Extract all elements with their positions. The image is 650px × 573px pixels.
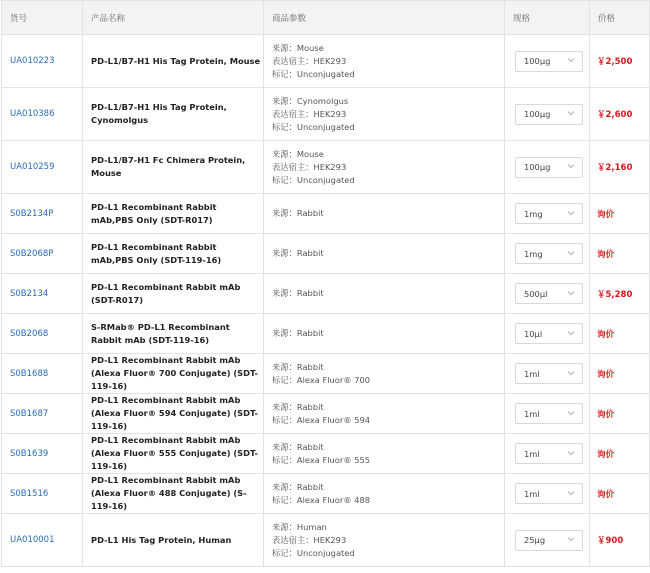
table-body <box>2 35 650 567</box>
header-name: 产品名称 <box>83 1 264 35</box>
param-line: 来源：Rabbit <box>272 328 324 338</box>
product-params <box>264 194 505 234</box>
table-row <box>2 234 650 274</box>
spec-value: 1ml <box>524 488 540 499</box>
spec-cell <box>505 394 590 434</box>
spec-value: 1ml <box>524 448 540 459</box>
price-value: ￥2,600 <box>590 88 650 141</box>
param-line: 来源：Rabbit <box>272 481 324 492</box>
spec-select[interactable] <box>515 530 583 551</box>
product-params <box>264 474 505 514</box>
table-row <box>2 35 650 88</box>
sku-cell <box>2 474 83 514</box>
product-name: PD-L1 Recombinant Rabbit mAb (Alexa Fluor® 594 Conjugate) (SDT-119-16) <box>83 394 264 434</box>
product-params <box>264 354 505 394</box>
spec-value: 25μg <box>524 535 546 545</box>
param-line: 来源：Human <box>272 521 327 532</box>
spec-cell <box>505 141 590 194</box>
sku-cell <box>2 354 83 394</box>
table-row <box>2 274 650 314</box>
table-row <box>2 314 650 354</box>
sku-link[interactable]: S0B1639 <box>10 448 49 459</box>
product-params <box>264 394 505 434</box>
param-line: 标记：Alexa Fluor® 555 <box>272 454 371 465</box>
sku-link[interactable]: S0B2134P <box>10 208 54 219</box>
spec-value: 1mg <box>524 248 543 259</box>
chevron-down-icon <box>566 208 576 220</box>
table-row <box>2 434 650 474</box>
spec-value: 100μg <box>524 56 551 66</box>
product-name: PD-L1 His Tag Protein, Human <box>83 514 264 567</box>
param-line: 来源：Mouse <box>272 148 324 159</box>
spec-value: 100μg <box>524 162 551 172</box>
spec-cell <box>505 354 590 394</box>
table-row <box>2 474 650 514</box>
spec-select[interactable] <box>515 283 583 304</box>
sku-link[interactable]: S0B2068 <box>10 328 49 339</box>
spec-cell <box>505 514 590 567</box>
product-params <box>264 234 505 274</box>
sku-link[interactable]: S0B1688 <box>10 368 49 379</box>
spec-cell <box>505 274 590 314</box>
product-params <box>264 88 505 141</box>
spec-select[interactable] <box>515 203 583 224</box>
sku-link[interactable]: UA010223 <box>10 56 55 66</box>
param-line: 表达宿主：HEK293 <box>272 534 347 545</box>
table-row <box>2 394 650 434</box>
product-params <box>264 141 505 194</box>
product-params <box>264 314 505 354</box>
price-value: 询价 <box>590 354 650 394</box>
product-name: PD-L1 Recombinant Rabbit mAb (Alexa Fluor® 488 Conjugate) (S-119-16) <box>83 474 264 514</box>
param-line: 标记：Unconjugated <box>272 174 355 185</box>
sku-cell <box>2 141 83 194</box>
product-params <box>264 434 505 474</box>
chevron-down-icon <box>566 108 576 120</box>
param-line: 标记：Unconjugated <box>272 68 355 79</box>
sku-link[interactable]: S0B2134 <box>10 288 49 299</box>
price-value: 询价 <box>590 474 650 514</box>
spec-select[interactable] <box>515 157 583 178</box>
product-name: PD-L1 Recombinant Rabbit mAb,PBS Only (SDT-119-16) <box>83 234 264 274</box>
param-line: 来源：Rabbit <box>272 361 324 372</box>
price-value: 询价 <box>590 434 650 474</box>
price-value: 询价 <box>590 314 650 354</box>
table-row <box>2 194 650 234</box>
price-value: 询价 <box>590 194 650 234</box>
spec-select[interactable] <box>515 104 583 125</box>
product-name: PD-L1/B7-H1 His Tag Protein, Mouse <box>83 35 264 88</box>
spec-select[interactable] <box>515 51 583 72</box>
spec-select[interactable] <box>515 243 583 264</box>
param-line: 来源：Rabbit <box>272 401 324 412</box>
chevron-down-icon <box>566 288 576 300</box>
price-value: 询价 <box>590 394 650 434</box>
sku-link[interactable]: S0B1516 <box>10 488 49 499</box>
chevron-down-icon <box>566 488 576 500</box>
spec-cell <box>505 314 590 354</box>
product-name: PD-L1/B7-H1 His Tag Protein, Cynomolgus <box>83 88 264 141</box>
chevron-down-icon <box>566 328 576 340</box>
product-table <box>1 0 650 567</box>
spec-select[interactable] <box>515 443 583 464</box>
table-row <box>2 88 650 141</box>
product-name: PD-L1 Recombinant Rabbit mAb,PBS Only (SDT-R017) <box>83 194 264 234</box>
sku-cell <box>2 514 83 567</box>
spec-value: 1mg <box>524 208 543 219</box>
header-sku: 货号 <box>2 1 83 35</box>
header-price: 价格 <box>590 1 650 35</box>
param-line: 来源：Rabbit <box>272 208 324 218</box>
spec-cell <box>505 434 590 474</box>
spec-select[interactable] <box>515 363 583 384</box>
sku-link[interactable]: UA010386 <box>10 109 55 119</box>
product-params <box>264 514 505 567</box>
param-line: 表达宿主：HEK293 <box>272 161 347 172</box>
spec-cell <box>505 474 590 514</box>
chevron-down-icon <box>566 408 576 420</box>
price-value: 询价 <box>590 234 650 274</box>
param-line: 标记：Alexa Fluor® 700 <box>272 374 371 385</box>
param-line: 来源：Rabbit <box>272 248 324 258</box>
chevron-down-icon <box>566 534 576 546</box>
header-spec: 规格 <box>505 1 590 35</box>
sku-cell <box>2 274 83 314</box>
spec-value: 100μg <box>524 109 551 119</box>
table-row <box>2 141 650 194</box>
chevron-down-icon <box>566 368 576 380</box>
sku-cell <box>2 234 83 274</box>
table-header-row <box>2 1 650 35</box>
spec-cell <box>505 88 590 141</box>
chevron-down-icon <box>566 55 576 67</box>
product-name: PD-L1 Recombinant Rabbit mAb (Alexa Fluor® 555 Conjugate) (SDT-119-16) <box>83 434 264 474</box>
sku-link[interactable]: S0B1687 <box>10 408 49 419</box>
spec-value: 10μl <box>524 328 543 339</box>
param-line: 来源：Mouse <box>272 42 324 53</box>
sku-cell <box>2 314 83 354</box>
param-line: 标记：Alexa Fluor® 488 <box>272 494 371 505</box>
spec-value: 1ml <box>524 408 540 419</box>
table-row <box>2 514 650 567</box>
sku-cell <box>2 194 83 234</box>
product-name: PD-L1 Recombinant Rabbit mAb (Alexa Fluor® 700 Conjugate) (SDT-119-16) <box>83 354 264 394</box>
param-line: 表达宿主：HEK293 <box>272 108 347 119</box>
price-value: ￥2,500 <box>590 35 650 88</box>
sku-cell <box>2 35 83 88</box>
chevron-down-icon <box>566 248 576 260</box>
spec-select[interactable] <box>515 403 583 424</box>
spec-value: 500μl <box>524 288 548 299</box>
product-name: PD-L1/B7-H1 Fc Chimera Protein, Mouse <box>83 141 264 194</box>
spec-value: 1ml <box>524 368 540 379</box>
spec-cell <box>505 194 590 234</box>
param-line: 标记：Unconjugated <box>272 547 355 558</box>
chevron-down-icon <box>566 161 576 173</box>
product-name: S-RMab® PD-L1 Recombinant Rabbit mAb (SDT-119-16) <box>83 314 264 354</box>
param-line: 来源：Rabbit <box>272 441 324 452</box>
chevron-down-icon <box>566 448 576 460</box>
param-line: 表达宿主：HEK293 <box>272 55 347 66</box>
spec-select[interactable] <box>515 323 583 344</box>
spec-cell <box>505 234 590 274</box>
param-line: 来源：Cynomolgus <box>272 95 349 106</box>
sku-link[interactable]: UA010259 <box>10 162 55 172</box>
sku-link[interactable]: S0B2068P <box>10 248 54 259</box>
price-value: ￥2,160 <box>590 141 650 194</box>
product-name: PD-L1 Recombinant Rabbit mAb (SDT-R017) <box>83 274 264 314</box>
sku-cell <box>2 434 83 474</box>
param-line: 标记：Alexa Fluor® 594 <box>272 414 371 425</box>
header-params: 商品参数 <box>264 1 505 35</box>
param-line: 来源：Rabbit <box>272 288 324 298</box>
price-value: ￥900 <box>590 514 650 567</box>
product-params <box>264 274 505 314</box>
spec-cell <box>505 35 590 88</box>
sku-cell <box>2 88 83 141</box>
sku-cell <box>2 394 83 434</box>
param-line: 标记：Unconjugated <box>272 121 355 132</box>
sku-link[interactable]: UA010001 <box>10 535 55 545</box>
spec-select[interactable] <box>515 483 583 504</box>
price-value: ￥5,280 <box>590 274 650 314</box>
table-row <box>2 354 650 394</box>
product-params <box>264 35 505 88</box>
